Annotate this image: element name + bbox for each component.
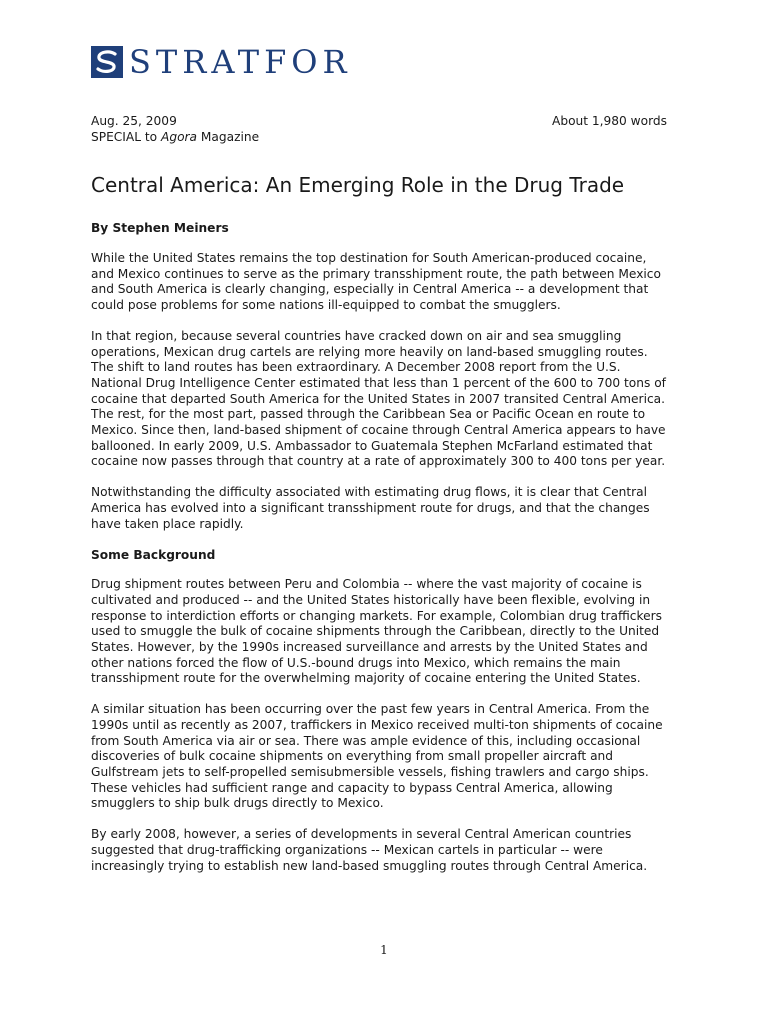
stratfor-wordmark: STRATFOR	[129, 43, 352, 81]
article-byline: By Stephen Meiners	[91, 221, 229, 235]
section-heading: Some Background	[91, 548, 216, 563]
word-count: About 1,980 words	[552, 114, 667, 128]
special-line	[91, 129, 667, 145]
paragraph: While the United States remains the top destination for South American-produced cocaine, and Mexico continues to serve as the primary transshipment route, the path between Mexico and South America is clearly changing, especially in Central America -- a development that could pose problems for some nations ill-equipped to combat the smugglers.	[91, 251, 661, 313]
paragraph: In that region, because several countries have cracked down on air and sea smuggling operations, Mexican drug cartels are relying more heavily on land-based smuggling routes. The shift to land routes has been extraordinary. A December 2008 report from the U.S. National Drug Intelligence Center estimated that less than 1 percent of the 600 to 700 tons of cocaine that departed South America for the United States in 2007 transited Central America. The rest, for the most part, passed through the Caribbean Sea or Pacific Ocean en route to Mexico. Since then, land-based shipment of cocaine through Central America appears to have ballooned. In early 2009, U.S. Ambassador to Guatemala Stephen McFarland estimated that cocaine now passes through that country at a rate of approximately 300 to 400 tons per year.	[91, 328, 666, 469]
page-number: 1	[380, 943, 388, 957]
article-title: Central America: An Emerging Role in the Drug Trade	[91, 173, 625, 197]
paragraph: Notwithstanding the difficulty associated with estimating drug flows, it is clear that Central America has evolved into a significant transshipment route for drugs, and that the changes have taken place rapidly.	[91, 485, 650, 531]
paragraph: A similar situation has been occurring over the past few years in Central America. From the 1990s until as recently as 2007, traffickers in Mexico received multi-ton shipments of cocaine from South America via air or sea. There was ample evidence of this, including occasional discoveries of bulk cocaine shipments on everything from small propeller aircraft and Gulfstream jets to self-propelled semisubmersible vessels, fishing trawlers and cargo ships. These vehicles had sufficient range and capacity to bypass Central America, allowing smugglers to ship bulk drugs directly to Mexico.	[91, 702, 663, 811]
publication-date: Aug. 25, 2009	[91, 114, 177, 128]
article-meta	[91, 113, 667, 145]
paragraph: By early 2008, however, a series of developments in several Central American countries suggested that drug-trafficking organizations -- Mexican cartels in particular -- were increasingly trying to establish new land-based smuggling routes through Central America.	[91, 827, 648, 873]
stratfor-logo	[91, 44, 352, 80]
stratfor-s-logo-icon	[91, 46, 123, 78]
publication-name: Agora	[161, 130, 198, 144]
article-body	[91, 251, 673, 889]
special-suffix: Magazine	[197, 130, 260, 144]
special-prefix: SPECIAL to	[91, 130, 162, 144]
paragraph: Drug shipment routes between Peru and Colombia -- where the vast majority of cocaine is cultivated and produced -- and the United States historically have been flexible, evolving in response to interdiction efforts or changing markets. For example, Colombian drug traffickers used to smuggle the bulk of cocaine shipments through the Caribbean, directly to the United States. However, by the 1990s increased surveillance and arrests by the United States and other nations forced the flow of U.S.-bound drugs into Mexico, which remains the main transshipment route for the overwhelming majority of cocaine entering the United States.	[91, 577, 662, 686]
